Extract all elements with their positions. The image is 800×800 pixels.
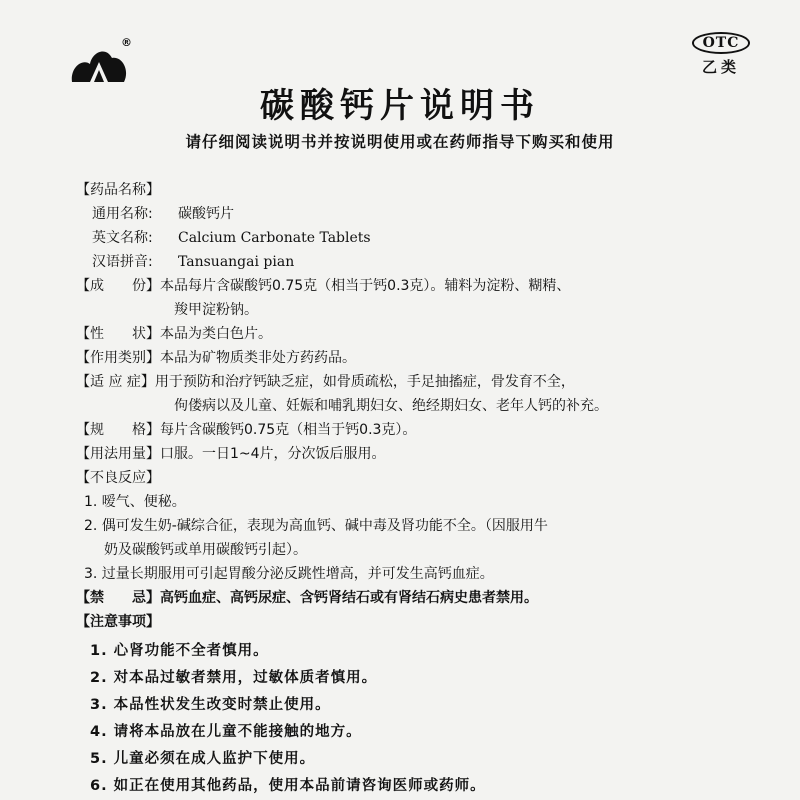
drug-name-heading: 【药品名称】 [76, 182, 160, 198]
adverse-item: 2. 偶可发生奶-碱综合征，表现为高血钙、碱中毒及肾功能不全。（因服用牛 [84, 518, 548, 534]
precaution-item: 6. 如正在使用其他药品，使用本品前请咨询医师或药师。 [90, 778, 486, 794]
usage-notice: 请仔细阅读说明书并按说明使用或在药师指导下购买和使用 [185, 133, 615, 151]
otc-badge [680, 32, 762, 77]
section-label: 【规 格】 [76, 422, 160, 438]
precaution-item: 5. 儿童必须在成人监护下使用。 [90, 751, 316, 767]
registered-mark: ® [121, 36, 132, 49]
precaution-item: 4. 请将本品放在儿童不能接触的地方。 [90, 724, 362, 740]
adverse-heading: 【不良反应】 [76, 470, 160, 486]
precaution-item: 2. 对本品过敏者禁用，过敏体质者慎用。 [90, 670, 378, 686]
section-label: 【成 份】 [76, 278, 160, 294]
precautions-heading: 【注意事项】 [76, 614, 160, 630]
otc-label: OTC [692, 32, 751, 54]
dosage-row: 【用法用量】 口服。一日1~4片，分次饭后服用。 [76, 442, 756, 466]
generic-name-row: 通用名称: 碳酸钙片 [92, 206, 234, 222]
appearance-row: 【性 状】 本品为类白色片。 [76, 322, 756, 346]
otc-class: 乙类 [701, 58, 740, 76]
section-label: 【禁 忌】 [76, 590, 160, 606]
specification-row: 【规 格】 每片含碳酸钙0.75克（相当于钙0.3克）。 [76, 418, 756, 442]
indications-row: 【适 应 症】 用于预防和治疗钙缺乏症，如骨质疏松，手足抽搐症，骨发育不全， [76, 370, 756, 394]
adverse-item: 1. 嗳气、便秘。 [84, 494, 186, 510]
adverse-item-cont: 奶及碳酸钙或单用碳酸钙引起）。 [104, 542, 307, 558]
category-row: 【作用类别】 本品为矿物质类非处方药药品。 [76, 346, 756, 370]
section-label: 【作用类别】 [76, 350, 160, 366]
ingredients-row: 【成 份】 本品每片含碳酸钙0.75克（相当于钙0.3克）。辅料为淀粉、糊精、 [76, 274, 756, 298]
leaflet-body [76, 178, 756, 800]
precaution-item: 3. 本品性状发生改变时禁止使用。 [90, 697, 331, 713]
precaution-item: 1. 心肾功能不全者慎用。 [90, 643, 269, 659]
ingredients-cont: 羧甲淀粉钠。 [174, 302, 258, 318]
contraindications-row: 【禁 忌】 高钙血症、高钙尿症、含钙肾结石或有肾结石病史患者禁用。 [76, 586, 756, 610]
document-title: 碳酸钙片说明书 [260, 86, 540, 126]
section-label: 【适 应 症】 [76, 374, 155, 390]
indications-cont: 佝偻病以及儿童、妊娠和哺乳期妇女、绝经期妇女、老年人钙的补充。 [174, 398, 608, 414]
section-label: 【性 状】 [76, 326, 160, 342]
pinyin-name-row: 汉语拼音: Tansuangai pian [92, 254, 295, 270]
english-name-row: 英文名称: Calcium Carbonate Tablets [92, 230, 371, 246]
section-label: 【用法用量】 [76, 446, 160, 462]
adverse-item: 3. 过量长期服用可引起胃酸分泌反跳性增高，并可发生高钙血症。 [84, 566, 494, 582]
